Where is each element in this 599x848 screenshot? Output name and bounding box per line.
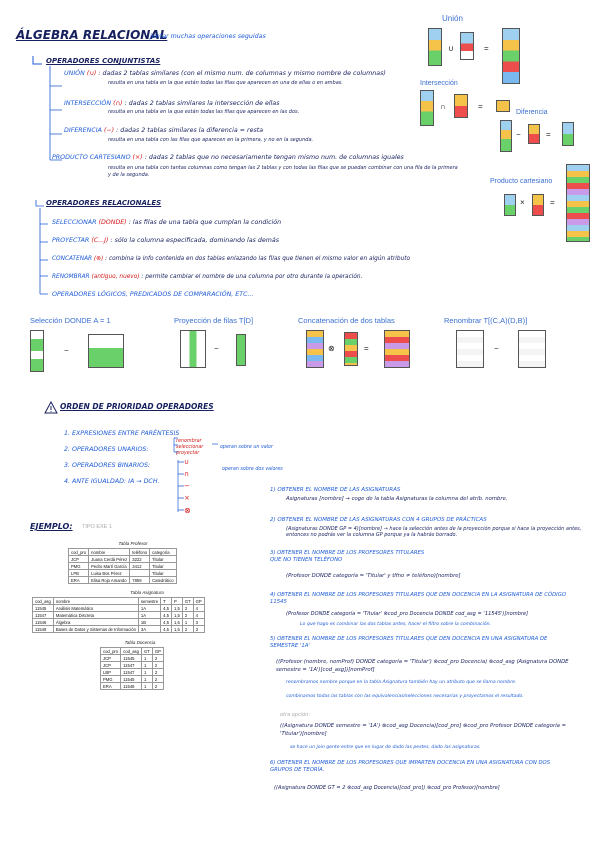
table-row: [33, 626, 205, 633]
item-product-sub: resulta en una tabla con tantas columnas como tengan las 2 tablas y con todas las filas que se puedan combinar con una fila de la primera y de la segunda.: [108, 165, 458, 178]
select-arrow-symbol: −: [64, 346, 69, 355]
difference-op-symbol: −: [516, 130, 521, 139]
asignatura-cell: 1,5: [171, 626, 182, 633]
item-intersection-symbol: (∩): [113, 100, 123, 107]
asignatura-cell: 4: [193, 612, 204, 619]
diagram-difference-label: Diferencia: [516, 109, 548, 116]
difference-table-a: [500, 120, 512, 152]
unary-item-rename: renombrar: [176, 439, 202, 444]
priority-item-2: 2. OPERADORES UNARIOS:: [64, 446, 149, 453]
exercise-6-question: 6) OBTENER EL NOMBRE DE LOS PROFESORES QUE IMPARTEN DOCENCIA EN UNA ASIGNATURA CON DOS GRUPOS DE TEORÍA.: [270, 760, 551, 773]
docencia-cell: 2: [152, 655, 163, 662]
docencia-cell: ERA: [101, 683, 121, 690]
profesor-table: [68, 548, 177, 584]
asignatura-cell: 11548: [33, 626, 54, 633]
item-union-sub: resulta en una tabla en la que están todas las filas que aparecen en una de ellas o en ambas.: [108, 80, 343, 86]
docencia-header-cell: GT: [141, 648, 152, 655]
diagram-union-label: Unión: [442, 14, 463, 23]
profesor-cell: 7859: [130, 577, 150, 584]
table-row: [101, 676, 164, 683]
example-tag: TIPO EXE 1: [82, 524, 112, 530]
item-select-text: : las filas de una tabla que cumplan la condición: [128, 219, 282, 226]
asignatura-header-cell: GP: [193, 598, 204, 605]
docencia-cell: 11547: [121, 662, 142, 669]
docencia-header-cell: cod_asg: [121, 648, 142, 655]
item-concat-symbol: (⊗): [93, 256, 104, 262]
item-select: [52, 219, 281, 227]
product-table-b: [532, 194, 544, 216]
asignatura-cell: 1: [182, 619, 193, 626]
asignatura-cell: 4,5: [161, 605, 172, 612]
asignatura-cell: 11545: [33, 605, 54, 612]
binary-item-product: ×: [184, 494, 190, 502]
asignatura-cell: 3: [193, 626, 204, 633]
intersection-eq-symbol: =: [478, 102, 483, 111]
asignatura-header-cell: nombre: [53, 598, 138, 605]
profesor-cell: [130, 570, 150, 577]
rename-table: [456, 330, 484, 368]
exercise-alt-note: se hace un join gente entre que en lugar de dado las pestes, dado las asignaturas.: [290, 745, 481, 750]
exercise-1-answer: Asignaturas [nombre] → coge de la tabla Asignaturas la columna del atrib. nombre.: [286, 496, 508, 502]
binary-note: operan sobre dos valores: [222, 467, 283, 472]
item-rename-symbol: (antiguo, nuevo): [91, 274, 140, 280]
docencia-cell: JCP: [101, 662, 121, 669]
rename-result: [518, 330, 546, 368]
item-product-name: PRODUCTO CARTESIANO: [52, 154, 131, 161]
docencia-header-cell: cod_pro: [101, 648, 121, 655]
profesor-cell: JCP: [69, 556, 89, 563]
item-project: [52, 237, 279, 245]
diagram-concat-label: Concatenación de dos tablas: [298, 316, 395, 325]
diagram-concat: [306, 330, 436, 376]
docencia-cell: 11545: [121, 676, 142, 683]
exercise-4-answer: (Profesor DONDE categoría = 'Titular' ⊗cod_pro Docencia DONDE cod_asg = '11545')[nombre]: [286, 611, 529, 617]
item-union-name: UNIÓN: [64, 70, 85, 77]
asignatura-cell: Matemática Discreta: [53, 612, 138, 619]
binary-item-difference: −: [184, 482, 190, 490]
asignatura-header-cell: cod_asg: [33, 598, 54, 605]
asignatura-cell: Bases de Datos y Sistemas de Información: [53, 626, 138, 633]
asignatura-cell: 2: [182, 612, 193, 619]
exercise-5-question: 5) OBTENER EL NOMBRE DE LOS PROFESORES TITULARES QUE DEN DOCENCIA EN UNA ASIGNATURA DE SEMESTRE '1A': [270, 636, 548, 649]
difference-table-b: [528, 124, 540, 144]
item-difference-text: : dadas 2 tablas similares la diferencia = resta: [116, 127, 264, 134]
unary-note: operan sobre un valor: [220, 445, 273, 450]
union-op-symbol: ∪: [448, 44, 454, 53]
profesor-header-cell: nombre: [89, 549, 130, 556]
asignatura-header-row: [33, 598, 205, 605]
exercise-2-answer: (Asignaturas DONDE GP = 4)[nombre] → hace la selección antes de la proyección porque si hace la proyección antes, entonces no podrás ver la columna GP porque ya la habrás borrado.: [286, 526, 582, 538]
example-heading: EJEMPLO:: [30, 522, 73, 531]
docencia-cell: 2: [152, 669, 163, 676]
exercise-5-note1: renombramos nombre porque en la tabla Asignatura también hay un atributo que se llama nombre.: [286, 680, 517, 685]
item-rename: [52, 273, 362, 281]
profesor-cell: 3412: [130, 563, 150, 570]
docencia-cell: PMG: [101, 676, 121, 683]
asignatura-header-cell: T: [161, 598, 172, 605]
concat-op-symbol: ⊗: [328, 344, 335, 353]
asignatura-cell: 1,5: [171, 605, 182, 612]
docencia-header-cell: GP: [152, 648, 163, 655]
table-row: [69, 556, 177, 563]
asignatura-header-cell: P: [171, 598, 182, 605]
item-concat-text: : combina la info contenida en dos tablas enlazando las filas que tienen el mismo valor en algún atributo: [105, 256, 411, 262]
table-row: [33, 612, 205, 619]
item-difference-name: DIFERENCIA: [64, 127, 102, 134]
asignatura-cell: 4,5: [161, 619, 172, 626]
select-result: [88, 334, 124, 368]
exercise-alt-label: otra opción:: [280, 712, 311, 718]
page-title: ÁLGEBRA RELACIONAL: [16, 28, 168, 42]
asignatura-cell: 1A: [138, 605, 160, 612]
docencia-cell: 11547: [121, 669, 142, 676]
asignatura-cell: 1,5: [171, 619, 182, 626]
item-intersection-name: INTERSECCIÓN: [64, 100, 112, 107]
exercise-1-question: 1) OBTENER EL NOMBRE DE LAS ASIGNATURAS: [270, 487, 401, 493]
section1-heading: OPERADORES CONJUNTISTAS: [46, 57, 161, 65]
profesor-cell: Titular: [150, 556, 176, 563]
asignatura-table: [32, 597, 205, 633]
priority-brackets: [168, 436, 228, 516]
binary-item-union: ∪: [184, 458, 190, 466]
item-select-name: SELECCIONAR: [52, 219, 97, 226]
table-row: [69, 570, 177, 577]
project-result: [236, 334, 246, 366]
profesor-cell: Pedro Martí García: [89, 563, 130, 570]
docencia-cell: JCP: [101, 655, 121, 662]
binary-item-intersection: ∩: [184, 470, 190, 478]
item-concat-name: CONCATENAR: [52, 256, 93, 262]
diagram-rename-label: Renombrar T[(C,A)(D,B)]: [444, 316, 528, 325]
docencia-cell: 11545: [121, 655, 142, 662]
exercise-alt-answer: ((Asignatura DONDE semestre = '1A') ⊗cod_asg Docencia)[cod_pro] ⊗cod_pro Profesor DONDE categoría = 'Titular')[nombre]: [280, 723, 567, 737]
select-table: [30, 330, 44, 372]
product-result: [566, 164, 590, 242]
profesor-header-row: [69, 549, 177, 556]
project-table: [180, 330, 206, 368]
exercise-3-question: 3) OBTENER EL NOMBRE DE LOS PROFESORES TITULARES QUE NO TIENEN TELÉFONO: [270, 550, 425, 563]
docencia-cell: LBP: [101, 669, 121, 676]
diagram-product: [504, 164, 594, 244]
item-product-symbol: (×): [132, 154, 143, 161]
item-project-symbol: (C...J): [91, 237, 109, 244]
table-row: [101, 655, 164, 662]
item-product: [52, 154, 404, 162]
profesor-header-cell: teléfono: [130, 549, 150, 556]
unary-item-select: seleccionar: [176, 445, 204, 450]
exercise-3-answer: (Profesor DONDE categoría = 'Titular' y tlfno ≠ teléfono)[nombre]: [286, 573, 461, 579]
product-op-symbol: ×: [520, 198, 525, 207]
asignatura-cell: 1,5: [171, 612, 182, 619]
diagram-rename: [456, 330, 566, 376]
item-intersection-text: : dadas 2 tablas similares la intersección de ellas: [124, 100, 280, 107]
docencia-cell: 2: [152, 662, 163, 669]
item-difference: [64, 127, 263, 135]
rename-arrow-symbol: −: [494, 344, 499, 353]
difference-eq-symbol: =: [546, 130, 551, 139]
table-row: [101, 683, 164, 690]
asignatura-caption: Tabla Asignatura: [130, 590, 164, 595]
docencia-cell: 1: [141, 676, 152, 683]
priority-item-4: 4. ANTE IGUALDAD: IA → DCH.: [64, 478, 160, 485]
profesor-cell: Elisa Rojo Amando: [89, 577, 130, 584]
profesor-cell: ERA: [69, 577, 89, 584]
docencia-caption: Tabla Docencia: [124, 640, 156, 645]
asignatura-cell: 3A: [138, 626, 160, 633]
binary-item-concat: ⊗: [184, 506, 191, 515]
diagram-project: [180, 330, 290, 376]
table-row: [69, 563, 177, 570]
item-project-name: PROYECTAR: [52, 237, 90, 244]
profesor-cell: Titular: [150, 563, 176, 570]
warning-icon: [44, 401, 58, 414]
table-row: [33, 619, 205, 626]
item-difference-symbol: (−): [103, 127, 115, 134]
asignatura-cell: 4: [193, 605, 204, 612]
section2-tree: [34, 198, 54, 302]
profesor-caption: Tabla Profesor: [118, 541, 148, 546]
asignatura-cell: 2: [182, 626, 193, 633]
unary-item-project: proyectar: [176, 451, 200, 456]
profesor-header-cell: cod_pro: [69, 549, 89, 556]
item-project-text: : sólo la columna especificada, dominando las demás: [110, 237, 279, 244]
profesor-cell: 3222: [130, 556, 150, 563]
asignatura-header-cell: GT: [182, 598, 193, 605]
intersection-table-a: [420, 90, 434, 126]
concat-table-b: [344, 332, 358, 366]
item-union: [64, 70, 386, 78]
title-note: juntar muchas operaciones seguidas: [150, 33, 266, 40]
asignatura-cell: 2: [182, 605, 193, 612]
item-union-text: : dadas 2 tablas similares (con el mismo num. de columnas y mismo nombre de columnas): [98, 70, 386, 77]
exercise-4-note: Lo que hago es combinar las dos tablas antes, hacer el filtro sobre la combinación.: [300, 622, 492, 627]
union-result: [502, 28, 520, 84]
item-difference-sub: resulta en una tabla con las filas que aparecen en la primera, y no en la segunda.: [108, 137, 314, 143]
diagram-union: [428, 28, 538, 88]
profesor-cell: LPB: [69, 570, 89, 577]
intersection-result: [496, 100, 510, 112]
product-table-a: [504, 194, 516, 216]
item-intersection: [64, 100, 280, 108]
concat-eq-symbol: =: [364, 344, 369, 353]
item-select-symbol: (DONDE): [98, 219, 127, 226]
item-logic: OPERADORES LÓGICOS, PREDICADOS DE COMPARACIÓN, ETC...: [52, 291, 254, 298]
item-concat: [52, 255, 410, 263]
asignatura-cell: 11546: [33, 619, 54, 626]
docencia-cell: 1: [141, 655, 152, 662]
union-table-b: [460, 32, 474, 60]
docencia-cell: 11548: [121, 683, 142, 690]
item-rename-name: RENOMBRAR: [52, 274, 90, 280]
asignatura-cell: 3: [193, 619, 204, 626]
item-intersection-sub: resulta en una tabla en la que están todas las filas que aparecen en las dos.: [108, 109, 300, 115]
diagram-product-label: Producto cartesiano: [490, 178, 553, 185]
asignatura-cell: 4,5: [161, 626, 172, 633]
table-row: [69, 577, 177, 584]
priority-item-3: 3. OPERADORES BINARIOS:: [64, 462, 151, 469]
section2-heading: OPERADORES RELACIONALES: [46, 199, 162, 207]
intersection-table-b: [454, 94, 468, 118]
diagram-select: [30, 330, 150, 376]
asignatura-cell: Álgebra: [53, 619, 138, 626]
exercise-4-question: 4) OBTENER EL NOMBRE DE LOS PROFESORES TITULARES QUE DEN DOCENCIA EN LA ASIGNATURA DE CÓDIGO 11545: [270, 592, 566, 605]
priority-item-1: 1. EXPRESIONES ENTRE PARÉNTESIS: [64, 430, 180, 437]
docencia-cell: 1: [141, 662, 152, 669]
priority-heading: ORDEN DE PRIORIDAD OPERADORES: [60, 402, 214, 411]
intersection-op-symbol: ∩: [440, 102, 446, 111]
exercise-2-question: 2) OBTENER EL NOMBRE DE LAS ASIGNATURAS CON 4 GRUPOS DE PRÁCTICAS: [270, 517, 487, 523]
exercise-5-note2: combinamos todas las tablas con las equivalencias/selecciones necesarias y proyectamos el resultado.: [286, 694, 524, 699]
docencia-cell: 2: [152, 683, 163, 690]
diagram-difference: [500, 120, 590, 160]
table-row: [101, 669, 164, 676]
asignatura-cell: Análisis Matemático: [53, 605, 138, 612]
table-row: [101, 662, 164, 669]
profesor-cell: Catedrático: [150, 577, 176, 584]
item-union-symbol: (∪): [86, 70, 97, 77]
docencia-header-row: [101, 648, 164, 655]
project-arrow-symbol: −: [214, 344, 219, 353]
asignatura-header-cell: semestre: [138, 598, 160, 605]
union-eq-symbol: =: [484, 44, 489, 53]
diagram-select-label: Selección DONDE A = 1: [30, 316, 111, 325]
concat-result: [384, 330, 410, 368]
product-eq-symbol: =: [550, 198, 555, 207]
profesor-cell: Juana Cerdá Pérez: [89, 556, 130, 563]
diagram-project-label: Proyección de filas T[D]: [174, 316, 254, 325]
diagram-intersection-label: Intersección: [420, 80, 458, 87]
asignatura-cell: 1A: [138, 612, 160, 619]
profesor-cell: PMG: [69, 563, 89, 570]
exercise-6-answer: ((Asignatura DONDE GT = 2 ⊗cod_asg Docencia)[cod_pro]) ⊗cod_pro Profesor)[nombre]: [274, 785, 500, 791]
asignatura-cell: 4,5: [161, 612, 172, 619]
asignatura-cell: 11547: [33, 612, 54, 619]
docencia-cell: 1: [141, 669, 152, 676]
docencia-cell: 1: [141, 683, 152, 690]
docencia-cell: 2: [152, 676, 163, 683]
item-product-text: : dadas 2 tablas que no necesariamente tengan mismo num. de columnas iguales: [144, 154, 404, 161]
exercise-5-answer: ((Profesor (nombre, nomProf) DONDE categoría = 'Titular') ⊗cod_pro Docencia) ⊗cod_asg (Asignatura DONDE semestre = '1A')[cod_asg])[nomProf]: [276, 659, 569, 673]
profesor-cell: Luisa Bos Pérez: [89, 570, 130, 577]
difference-result: [562, 122, 574, 146]
asignatura-cell: 1B: [138, 619, 160, 626]
union-table-a: [428, 28, 442, 66]
docencia-table: [100, 647, 164, 690]
item-rename-text: : permite cambiar el nombre de una columna por otro durante la operación.: [141, 274, 363, 280]
concat-table-a: [306, 330, 324, 368]
profesor-cell: Titular: [150, 570, 176, 577]
table-row: [33, 605, 205, 612]
profesor-header-cell: categoría: [150, 549, 176, 556]
